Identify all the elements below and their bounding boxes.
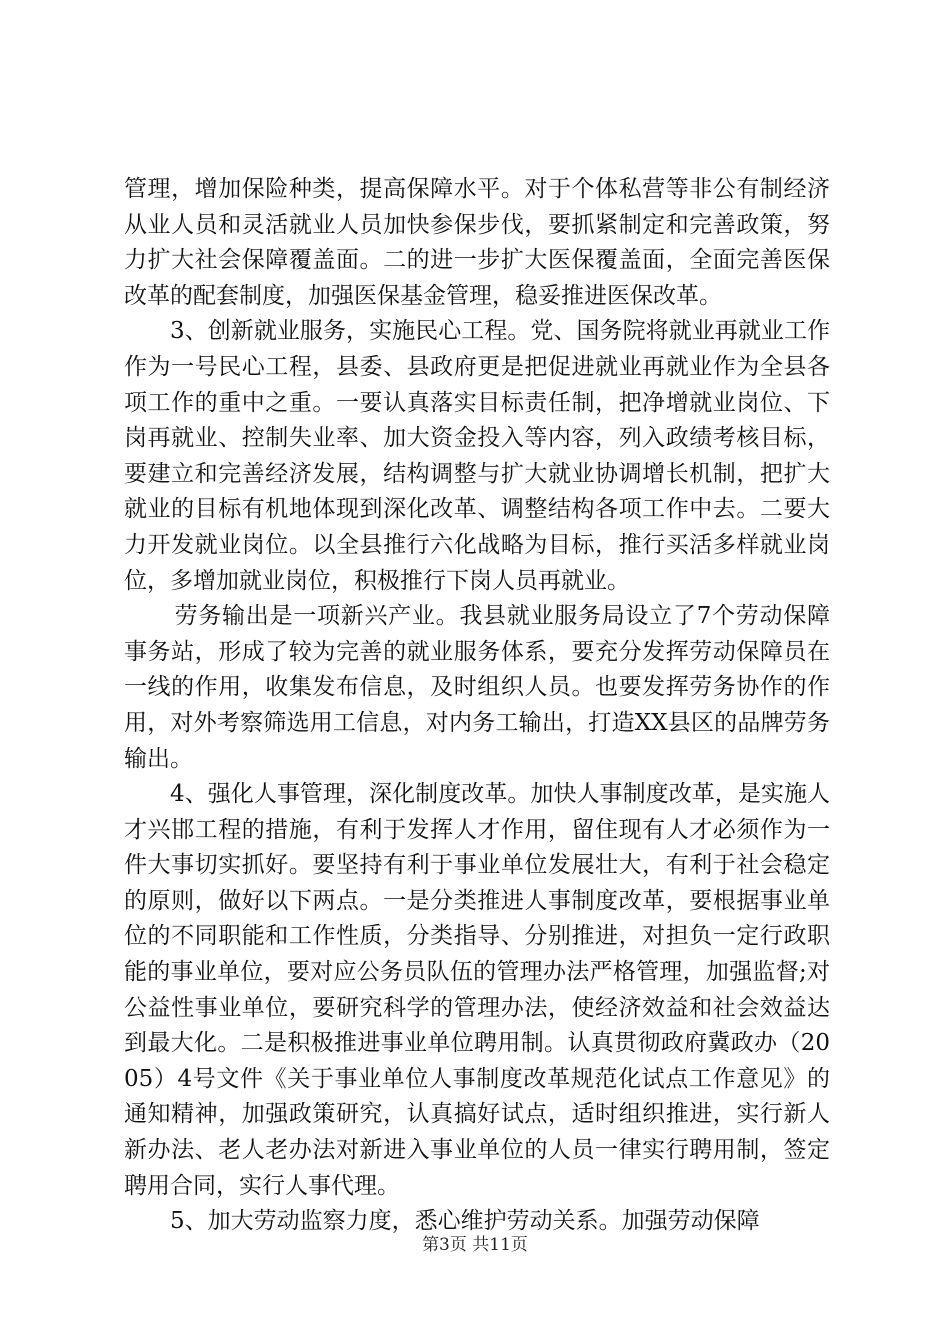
paragraph-4: 4、强化人事管理，深化制度改革。加快人事制度改革，是实施人才兴邯工程的措施，有利于发挥人才作用，留住现有人才必须作为一件大事切实抓好。要坚持有利于事业单位发展壮大，有利于社会稳定的原则，做好以下两点。一是分类推进人事制度改革，要根据事业单位的不同职能和工作性质，分类指导、分别推进，对担负一定行政职能的事业单位，要对应公务员队伍的管理办法严格管理，加强监督;对公益性事业单位，要研究科学的管理办法，使经济效益和社会效益达到最大化。二是积极推进事业单位聘用制。认真贯彻政府冀政办（2005）4号文件《关于事业单位人事制度改革规范化试点工作意见》的通知精神，加强政策研究，认真搞好试点，适时组织推进，实行新人新办法、老人老办法对新进入事业单位的人员一律实行聘用制，签定聘用合同，实行人事代理。 <box>124 781 830 1199</box>
paragraph-2: 3、创新就业服务，实施民心工程。党、国务院将就业再就业工作作为一号民心工程，县委、县政府更是把促进就业再就业作为全县各项工作的重中之重。一要认真落实目标责任制，把净增就业岗位、下岗再就业、控制失业率、加大资金投入等内容，列入政绩考核目标，要建立和完善经济发展，结构调整与扩大就业协调增长机制，把扩大就业的目标有机地体现到深化改革、调整结构各项工作中去。二要大力开发就业岗位。以全县推行六化战略为目标，推行买活多样就业岗位，多增加就业岗位，积极推行下岗人员再就业。 <box>124 318 830 594</box>
paragraph-3: 劳务输出是一项新兴产业。我县就业服务局设立了7个劳动保障事务站，形成了较为完善的就业服务体系，要充分发挥劳动保障员在一线的作用，收集发布信息，及时组织人员。也要发挥劳务协作的作用，对外考察筛选用工信息，对内务工输出，打造XX县区的品牌劳务输出。 <box>124 603 830 772</box>
page-number-footer: 第3页 共11页 <box>422 1235 528 1255</box>
paragraph-5: 5、加大劳动监察力度，悉心维护劳动关系。加强劳动保障 <box>170 1208 760 1235</box>
document-body <box>124 172 830 1240</box>
paragraph-1: 管理，增加保险种类，提高保障水平。对于个体私营等非公有制经济从业人员和灵活就业人员加快参保步伐，要抓紧制定和完善政策，努力扩大社会保障覆盖面。二的进一步扩大医保覆盖面，全面完善医保改革的配套制度，加强医保基金管理，稳妥推进医保改革。 <box>124 176 830 309</box>
